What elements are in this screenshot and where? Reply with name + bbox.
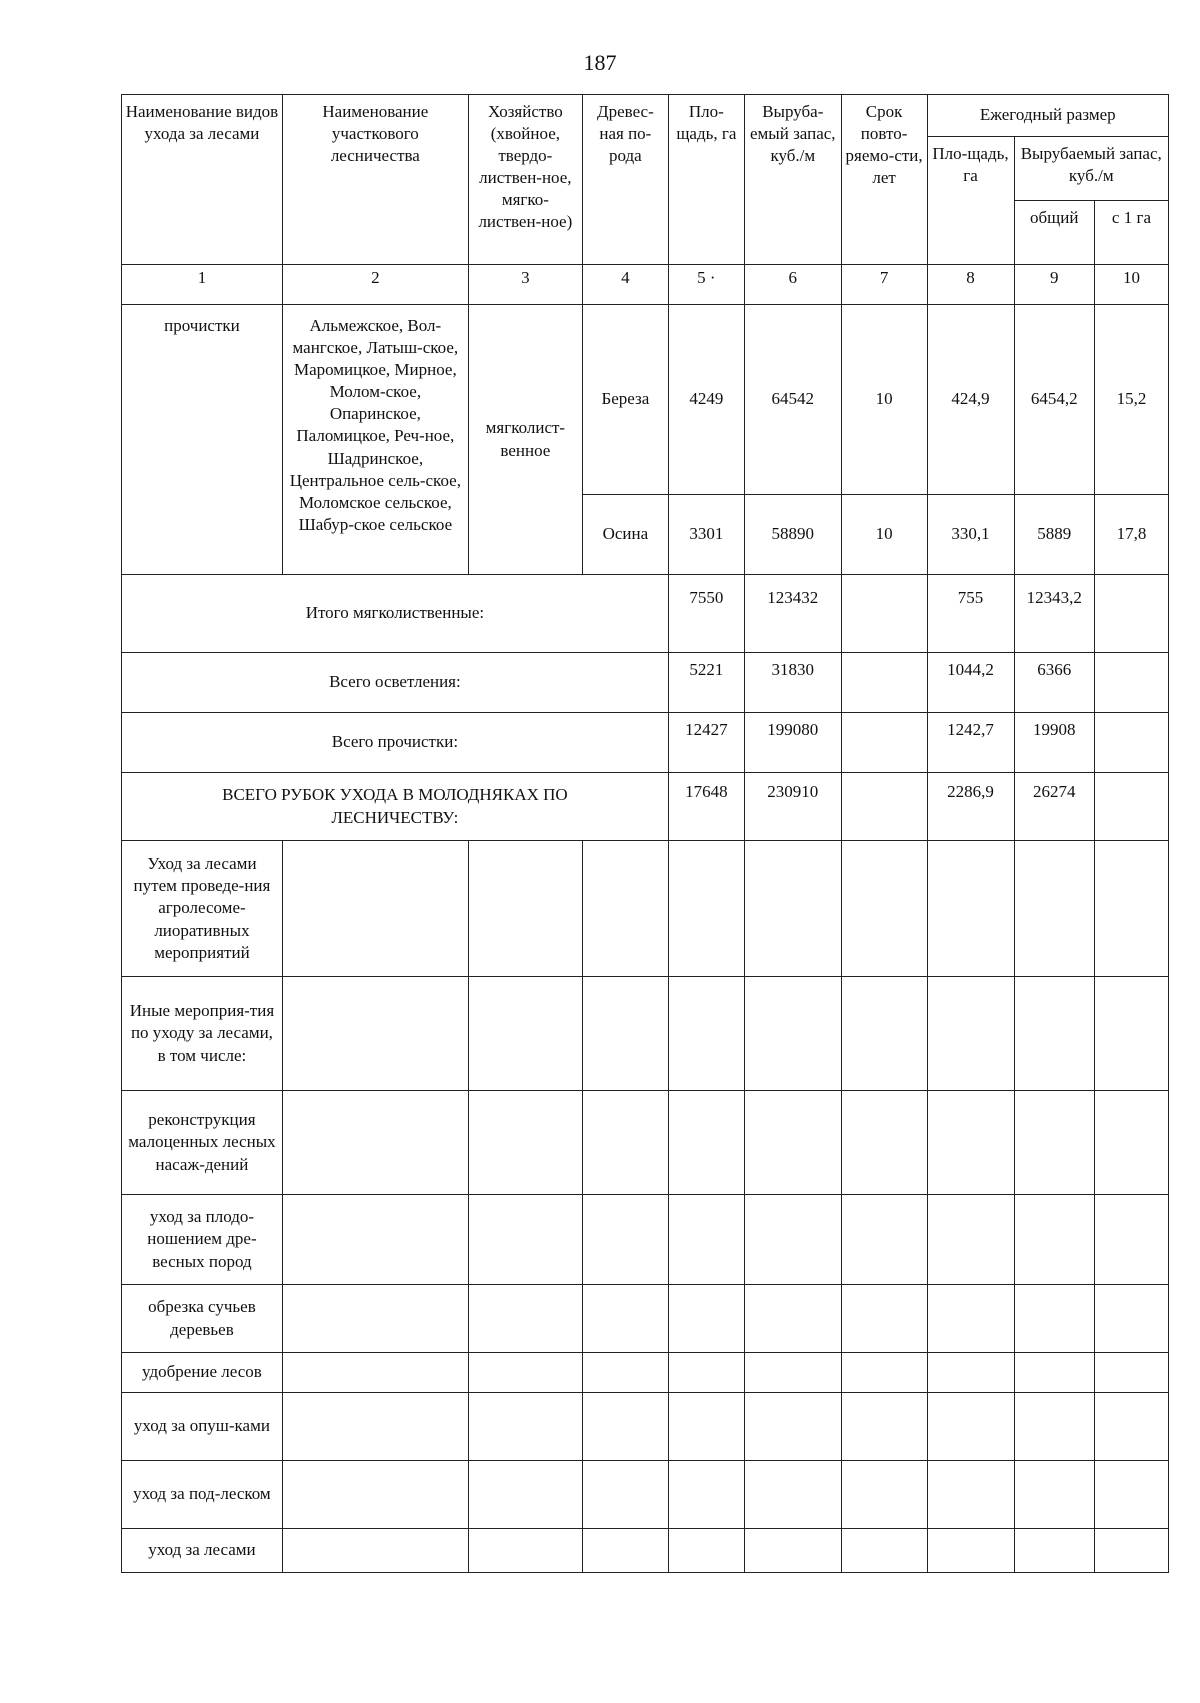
grand-total-area: 17648 — [668, 773, 744, 841]
activity-label: удобрение лесов — [122, 1353, 283, 1393]
activity-row — [122, 1195, 1169, 1285]
empty-cell — [841, 1353, 927, 1393]
total-annual-area: 1242,7 — [927, 713, 1014, 773]
grand-total-period — [841, 773, 927, 841]
empty-cell — [1094, 1195, 1168, 1285]
total-per-ha — [1094, 653, 1168, 713]
total-annual-total: 6366 — [1014, 653, 1094, 713]
empty-cell — [582, 1285, 668, 1353]
empty-cell — [744, 1529, 841, 1573]
empty-cell — [841, 1461, 927, 1529]
empty-cell — [744, 1393, 841, 1461]
total-annual-area: 1044,2 — [927, 653, 1014, 713]
col-number: 5 · — [668, 265, 744, 305]
empty-cell — [668, 1393, 744, 1461]
activity-label: уход за лесами — [122, 1529, 283, 1573]
grand-total-annual-total: 26274 — [1014, 773, 1094, 841]
empty-cell — [582, 841, 668, 977]
empty-cell — [282, 1461, 468, 1529]
empty-cell — [744, 1285, 841, 1353]
empty-cell — [744, 841, 841, 977]
empty-cell — [282, 1353, 468, 1393]
total-row — [122, 575, 1169, 653]
area-cell: 4249 — [668, 305, 744, 495]
empty-cell — [1014, 977, 1094, 1091]
empty-cell — [1014, 1393, 1094, 1461]
activity-label: уход за опуш-ками — [122, 1393, 283, 1461]
total-annual-total: 12343,2 — [1014, 575, 1094, 653]
header-district: Наименование участкового лесничества — [282, 95, 468, 265]
care-type-cell: прочистки — [122, 305, 283, 575]
col-number: 2 — [282, 265, 468, 305]
empty-cell — [582, 1529, 668, 1573]
activity-row — [122, 977, 1169, 1091]
header-annual-size: Ежегодный размер — [927, 95, 1168, 137]
column-number-row — [122, 265, 1169, 305]
header-felled-stock: Выруба-емый запас, куб./м — [744, 95, 841, 265]
empty-cell — [582, 1195, 668, 1285]
district-cell: Альмежское, Вол-мангское, Латыш-ское, Маромицкое, Мирное, Молом-ское, Опаринское, Паломицкое, Реч-ное, Шадринское, Центральное сель-ское, Моломское сельское, Шабур-ское сельское — [282, 305, 468, 575]
activity-label: уход за плодо-ношением дре-весных пород — [122, 1195, 283, 1285]
activity-label: Иные мероприя-тия по уходу за лесами, в том числе: — [122, 977, 283, 1091]
period-cell: 10 — [841, 305, 927, 495]
empty-cell — [668, 1091, 744, 1195]
activity-row — [122, 1529, 1169, 1573]
empty-cell — [841, 841, 927, 977]
empty-cell — [1014, 1529, 1094, 1573]
empty-cell — [668, 1285, 744, 1353]
per-ha-cell: 17,8 — [1094, 495, 1168, 575]
header-annual-area: Пло-щадь, га — [927, 137, 1014, 265]
total-area: 7550 — [668, 575, 744, 653]
total-period — [841, 575, 927, 653]
empty-cell — [668, 1529, 744, 1573]
empty-cell — [841, 1393, 927, 1461]
empty-cell — [468, 1529, 582, 1573]
total-stock: 123432 — [744, 575, 841, 653]
empty-cell — [468, 841, 582, 977]
total-area: 5221 — [668, 653, 744, 713]
grand-total-label: ВСЕГО РУБОК УХОДА В МОЛОДНЯКАХ ПО ЛЕСНИЧЕСТВУ: — [122, 773, 669, 841]
total-per-ha — [1094, 575, 1168, 653]
activity-row — [122, 841, 1169, 977]
empty-cell — [744, 977, 841, 1091]
total-label: Итого мягколиственные: — [122, 575, 669, 653]
activity-label: обрезка сучьев деревьев — [122, 1285, 283, 1353]
empty-cell — [1014, 1461, 1094, 1529]
total-annual-area: 755 — [927, 575, 1014, 653]
empty-cell — [927, 1353, 1014, 1393]
total-row — [122, 653, 1169, 713]
total-label: Всего прочистки: — [122, 713, 669, 773]
empty-cell — [668, 1461, 744, 1529]
col-number: 7 — [841, 265, 927, 305]
activity-label: Уход за лесами путем проведе-ния агролесоме-лиоративных мероприятий — [122, 841, 283, 977]
empty-cell — [468, 1393, 582, 1461]
empty-cell — [468, 1353, 582, 1393]
per-ha-cell: 15,2 — [1094, 305, 1168, 495]
empty-cell — [927, 1461, 1014, 1529]
empty-cell — [744, 1195, 841, 1285]
activity-row — [122, 1285, 1169, 1353]
activity-row — [122, 1091, 1169, 1195]
empty-cell — [744, 1353, 841, 1393]
species-cell: Береза — [582, 305, 668, 495]
empty-cell — [1014, 841, 1094, 977]
empty-cell — [841, 1195, 927, 1285]
header-annual-total: общий — [1014, 201, 1094, 265]
empty-cell — [1014, 1195, 1094, 1285]
empty-cell — [668, 841, 744, 977]
empty-cell — [841, 1091, 927, 1195]
empty-cell — [468, 1195, 582, 1285]
empty-cell — [582, 1091, 668, 1195]
total-stock: 31830 — [744, 653, 841, 713]
empty-cell — [744, 1461, 841, 1529]
empty-cell — [668, 1195, 744, 1285]
empty-cell — [1094, 1393, 1168, 1461]
species-cell: Осина — [582, 495, 668, 575]
empty-cell — [927, 977, 1014, 1091]
annual-total-cell: 6454,2 — [1014, 305, 1094, 495]
empty-cell — [1094, 1091, 1168, 1195]
empty-cell — [927, 1529, 1014, 1573]
activity-row — [122, 1353, 1169, 1393]
annual-area-cell: 330,1 — [927, 495, 1014, 575]
activity-row — [122, 1393, 1169, 1461]
annual-total-cell: 5889 — [1014, 495, 1094, 575]
grand-total-stock: 230910 — [744, 773, 841, 841]
total-per-ha — [1094, 713, 1168, 773]
table-row — [122, 305, 1169, 495]
total-stock: 199080 — [744, 713, 841, 773]
empty-cell — [927, 1195, 1014, 1285]
empty-cell — [1094, 1461, 1168, 1529]
header-annual-felled: Вырубаемый запас, куб./м — [1014, 137, 1169, 201]
empty-cell — [927, 841, 1014, 977]
grand-total-row — [122, 773, 1169, 841]
empty-cell — [668, 977, 744, 1091]
header-row-1 — [122, 95, 1169, 137]
col-number: 9 — [1014, 265, 1094, 305]
empty-cell — [468, 1285, 582, 1353]
empty-cell — [468, 1091, 582, 1195]
period-cell: 10 — [841, 495, 927, 575]
page-number: 187 — [583, 50, 617, 75]
total-label: Всего осветления: — [122, 653, 669, 713]
empty-cell — [282, 1285, 468, 1353]
empty-cell — [1094, 841, 1168, 977]
forest-care-table — [121, 94, 1169, 1573]
annual-area-cell: 424,9 — [927, 305, 1014, 495]
total-row — [122, 713, 1169, 773]
header-repeat-period: Срок повто-ряемо-сти, лет — [841, 95, 927, 265]
empty-cell — [282, 1195, 468, 1285]
header-care-type: Наименование видов ухода за лесами — [122, 95, 283, 265]
header-per-ha: с 1 га — [1094, 201, 1168, 265]
empty-cell — [282, 1091, 468, 1195]
empty-cell — [841, 977, 927, 1091]
economy-cell: мягколист-венное — [468, 305, 582, 575]
empty-cell — [1014, 1285, 1094, 1353]
empty-cell — [841, 1285, 927, 1353]
activity-row — [122, 1461, 1169, 1529]
stock-cell: 58890 — [744, 495, 841, 575]
empty-cell — [468, 977, 582, 1091]
empty-cell — [582, 1461, 668, 1529]
grand-total-per-ha — [1094, 773, 1168, 841]
empty-cell — [582, 1393, 668, 1461]
empty-cell — [468, 1461, 582, 1529]
header-species: Древес-ная по-рода — [582, 95, 668, 265]
col-number: 4 — [582, 265, 668, 305]
header-area: Пло-щадь, га — [668, 95, 744, 265]
col-number: 8 — [927, 265, 1014, 305]
empty-cell — [282, 841, 468, 977]
activity-label: уход за под-леском — [122, 1461, 283, 1529]
empty-cell — [841, 1529, 927, 1573]
stock-cell: 64542 — [744, 305, 841, 495]
col-number: 10 — [1094, 265, 1168, 305]
grand-total-annual-area: 2286,9 — [927, 773, 1014, 841]
empty-cell — [927, 1091, 1014, 1195]
empty-cell — [1094, 977, 1168, 1091]
empty-cell — [282, 1393, 468, 1461]
empty-cell — [282, 1529, 468, 1573]
col-number: 3 — [468, 265, 582, 305]
empty-cell — [927, 1285, 1014, 1353]
empty-cell — [927, 1393, 1014, 1461]
empty-cell — [1014, 1091, 1094, 1195]
header-economy: Хозяйство (хвойное, твердо-листвен-ное, мягко-листвен-ное) — [468, 95, 582, 265]
empty-cell — [582, 1353, 668, 1393]
empty-cell — [744, 1091, 841, 1195]
total-period — [841, 713, 927, 773]
total-annual-total: 19908 — [1014, 713, 1094, 773]
empty-cell — [1094, 1529, 1168, 1573]
empty-cell — [1094, 1285, 1168, 1353]
area-cell: 3301 — [668, 495, 744, 575]
empty-cell — [1014, 1353, 1094, 1393]
empty-cell — [582, 977, 668, 1091]
total-period — [841, 653, 927, 713]
total-area: 12427 — [668, 713, 744, 773]
activity-label: реконструкция малоценных лесных насаж-дений — [122, 1091, 283, 1195]
empty-cell — [1094, 1353, 1168, 1393]
col-number: 1 — [122, 265, 283, 305]
empty-cell — [282, 977, 468, 1091]
empty-cell — [668, 1353, 744, 1393]
col-number: 6 — [744, 265, 841, 305]
